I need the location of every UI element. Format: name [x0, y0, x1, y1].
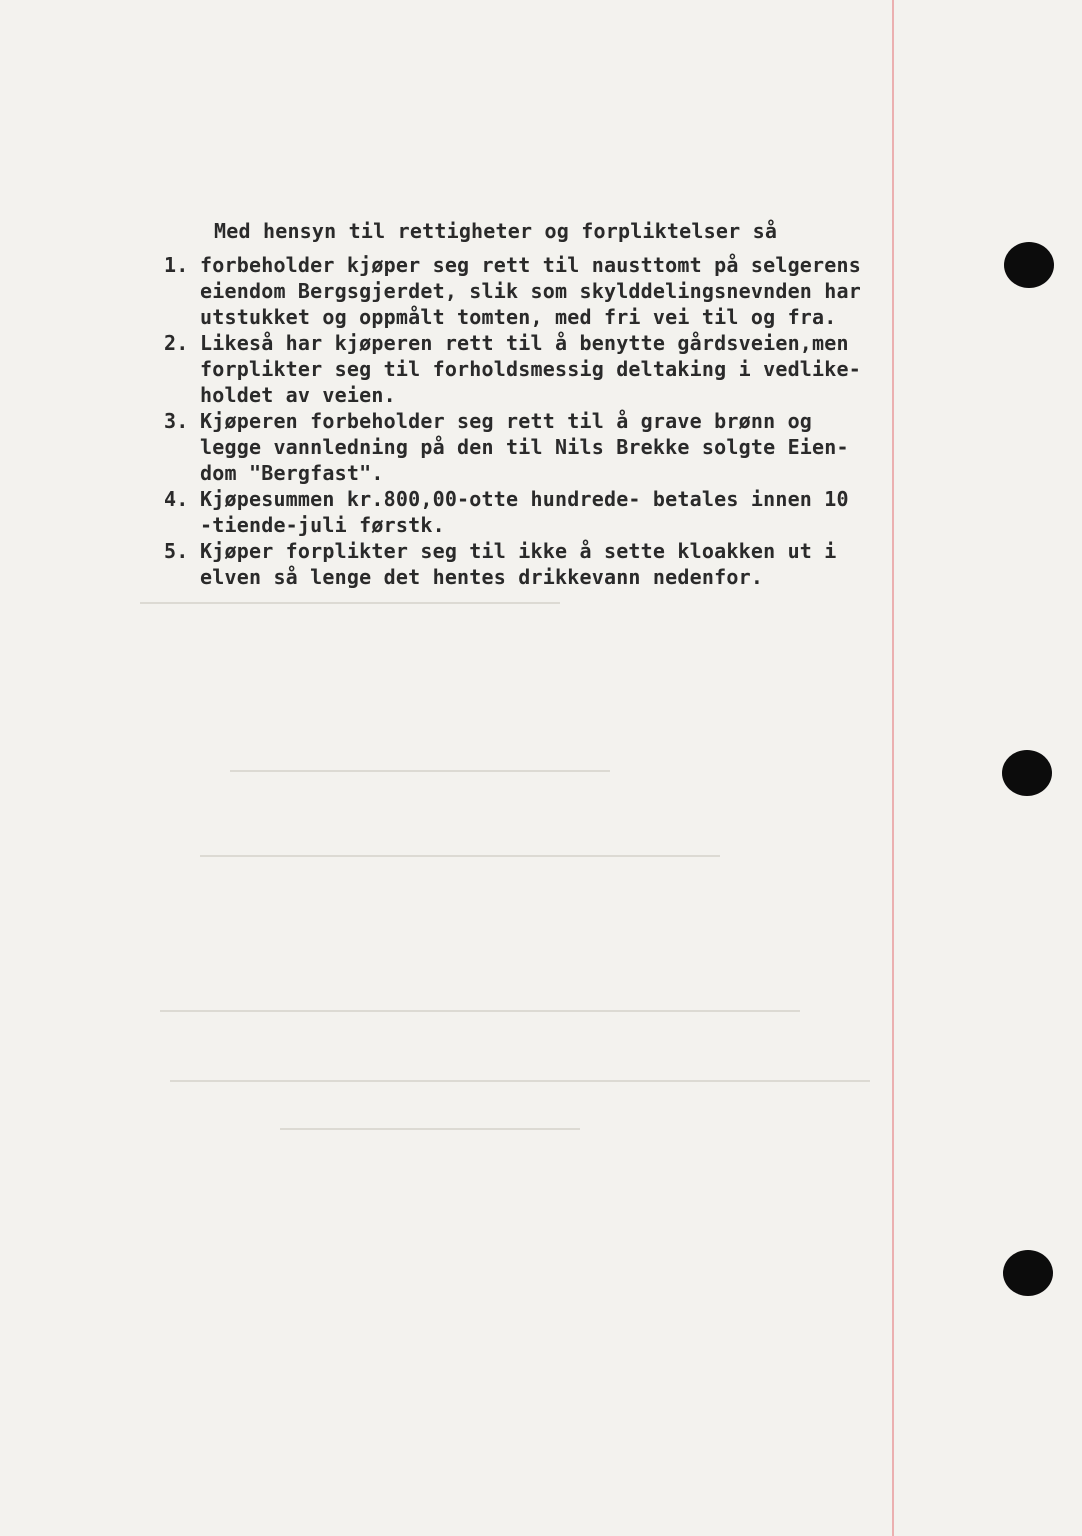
- bleed-mark: [200, 855, 720, 857]
- list-item-line: eiendom Bergsgjerdet, slik som skylddelingsnevnden har: [200, 279, 862, 303]
- list-item-line: dom "Bergfast".: [200, 461, 384, 485]
- list-item-line: elven så lenge det hentes drikkevann nedenfor.: [200, 565, 764, 589]
- list-item-line: utstukket og oppmålt tomten, med fri vei til og fra.: [200, 305, 837, 329]
- list-item-number: 4.: [164, 487, 189, 511]
- list-item-line: Kjøper forplikter seg til ikke å sette kloakken ut i: [200, 539, 837, 563]
- list-item-line: legge vannledning på den til Nils Brekke solgte Eien-: [200, 435, 849, 459]
- list-item-line: forplikter seg til forholdsmessig deltaking i vedlike-: [200, 357, 862, 381]
- bleed-mark: [160, 1010, 800, 1012]
- list-item-number: 5.: [164, 539, 189, 563]
- list-item-line: -tiende-juli førstk.: [200, 513, 445, 537]
- list-item-line: forbeholder kjøper seg rett til nausttomt på selgerens: [200, 253, 862, 277]
- list-item-line: Kjøpesummen kr.800,00-otte hundrede- betales innen 10: [200, 487, 849, 511]
- bleed-mark: [140, 602, 560, 604]
- punch-hole-bottom: [1003, 1250, 1053, 1296]
- list-item-line: Likeså har kjøperen rett til å benytte gårdsveien,men: [200, 331, 849, 355]
- margin-rule: [892, 0, 894, 1536]
- list-item-number: 2.: [164, 331, 189, 355]
- bleed-mark: [230, 770, 610, 772]
- punch-hole-middle: [1002, 750, 1052, 796]
- bleed-mark: [280, 1128, 580, 1130]
- punch-hole-top: [1004, 242, 1054, 288]
- intro-line: Med hensyn til rettigheter og forpliktelser så: [214, 219, 778, 243]
- list-item-number: 1.: [164, 253, 189, 277]
- bleed-mark: [170, 1080, 870, 1082]
- list-item-line: holdet av veien.: [200, 383, 396, 407]
- list-item-number: 3.: [164, 409, 189, 433]
- list-item-line: Kjøperen forbeholder seg rett til å grave brønn og: [200, 409, 813, 433]
